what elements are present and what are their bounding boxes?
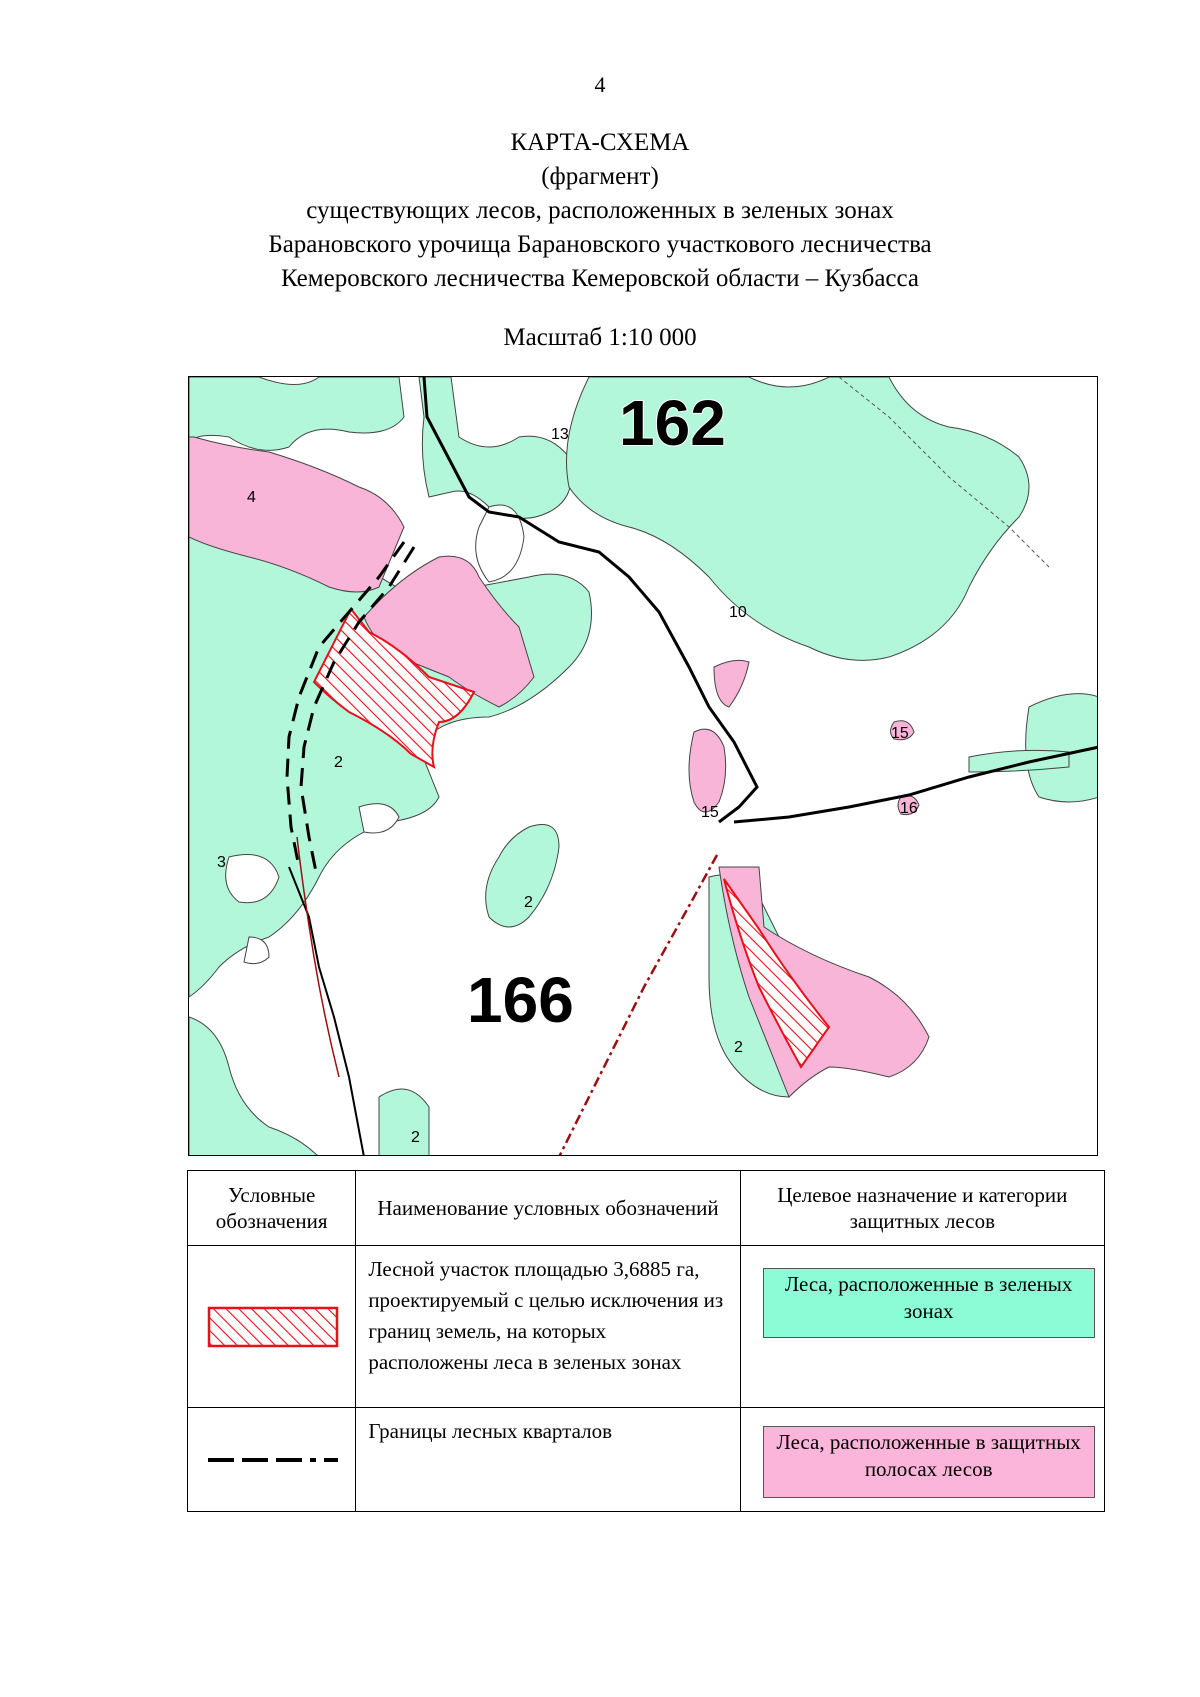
legend-header-purpose: Целевое назначение и категории защитных лесов [740,1171,1104,1246]
plot-label-15-center: 15 [701,804,719,821]
green-area-bottom-left [189,1017,319,1156]
plot-label-3: 3 [217,854,226,871]
road-diagonal [559,855,717,1156]
map-title [0,126,1200,296]
pink-area-15-center [689,729,726,812]
green-area-top-left [189,377,404,450]
legend-category-cell-green [740,1246,1104,1408]
title-line-5: Кемеровского лесничества Кемеровской области – Кузбасса [280,265,920,292]
legend-description-boundaries: Границы лесных кварталов [356,1408,740,1512]
green-area-2-center [486,825,559,928]
plot-label-2-southeast: 2 [734,1039,743,1056]
quarter-number-166: 166 [467,964,574,1036]
legend-table [187,1170,1105,1512]
map-frame [188,376,1098,1156]
plot-label-10: 10 [729,604,747,621]
map-scale: Масштаб 1:10 000 [503,324,697,351]
plot-label-2-center: 2 [524,894,533,911]
legend-header-symbols: Условные обозначения [188,1171,356,1246]
title-line-3: существующих лесов, расположенных в зеленых зонах [306,197,894,224]
legend-category-protective-strips: Леса, расположенные в защитных полосах лесов [763,1426,1095,1498]
boundary-west-3 [289,867,364,1156]
title-line-1: КАРТА-СХЕМА [510,129,690,156]
legend-description-exclusion: Лесной участок площадью 3,6885 га, проектируемый с целью исключения из границ земель, на которых расположены леса в зеленых зонах [356,1246,740,1408]
legend-row-exclusion [188,1246,1105,1408]
page-number: 4 [594,72,606,97]
legend-category-cell-pink [740,1408,1104,1512]
legend-header-names: Наименование условных обозначений [356,1171,740,1246]
plot-label-4: 4 [247,489,256,506]
green-area-strip-right [969,750,1069,772]
hatch-symbol-icon [188,1246,358,1408]
legend-symbol-hatch-cell [188,1246,356,1408]
plot-label-15-right: 15 [891,725,909,742]
legend-symbol-boundary-cell [188,1408,356,1512]
green-area-right-edge [1026,694,1098,802]
pink-area-right-upper [714,660,749,707]
map-canvas [189,377,1098,1156]
legend-row-boundaries [188,1408,1105,1512]
quarter-number-162: 162 [619,387,726,459]
plot-label-13: 13 [551,426,569,443]
dashed-boundary-line-icon [188,1408,358,1512]
green-area-bottom-center [379,1089,429,1156]
clearing-4 [244,937,269,964]
title-line-4: Барановского урочища Барановского участкового лесничества [268,231,932,258]
plot-label-16: 16 [900,800,918,817]
plot-label-2-west: 2 [334,754,343,771]
plot-label-2-south: 2 [411,1129,420,1146]
legend-category-green-zones: Леса, расположенные в зеленых зонах [763,1268,1095,1338]
legend-header-row [188,1171,1105,1246]
title-line-2: (фрагмент) [541,163,659,190]
